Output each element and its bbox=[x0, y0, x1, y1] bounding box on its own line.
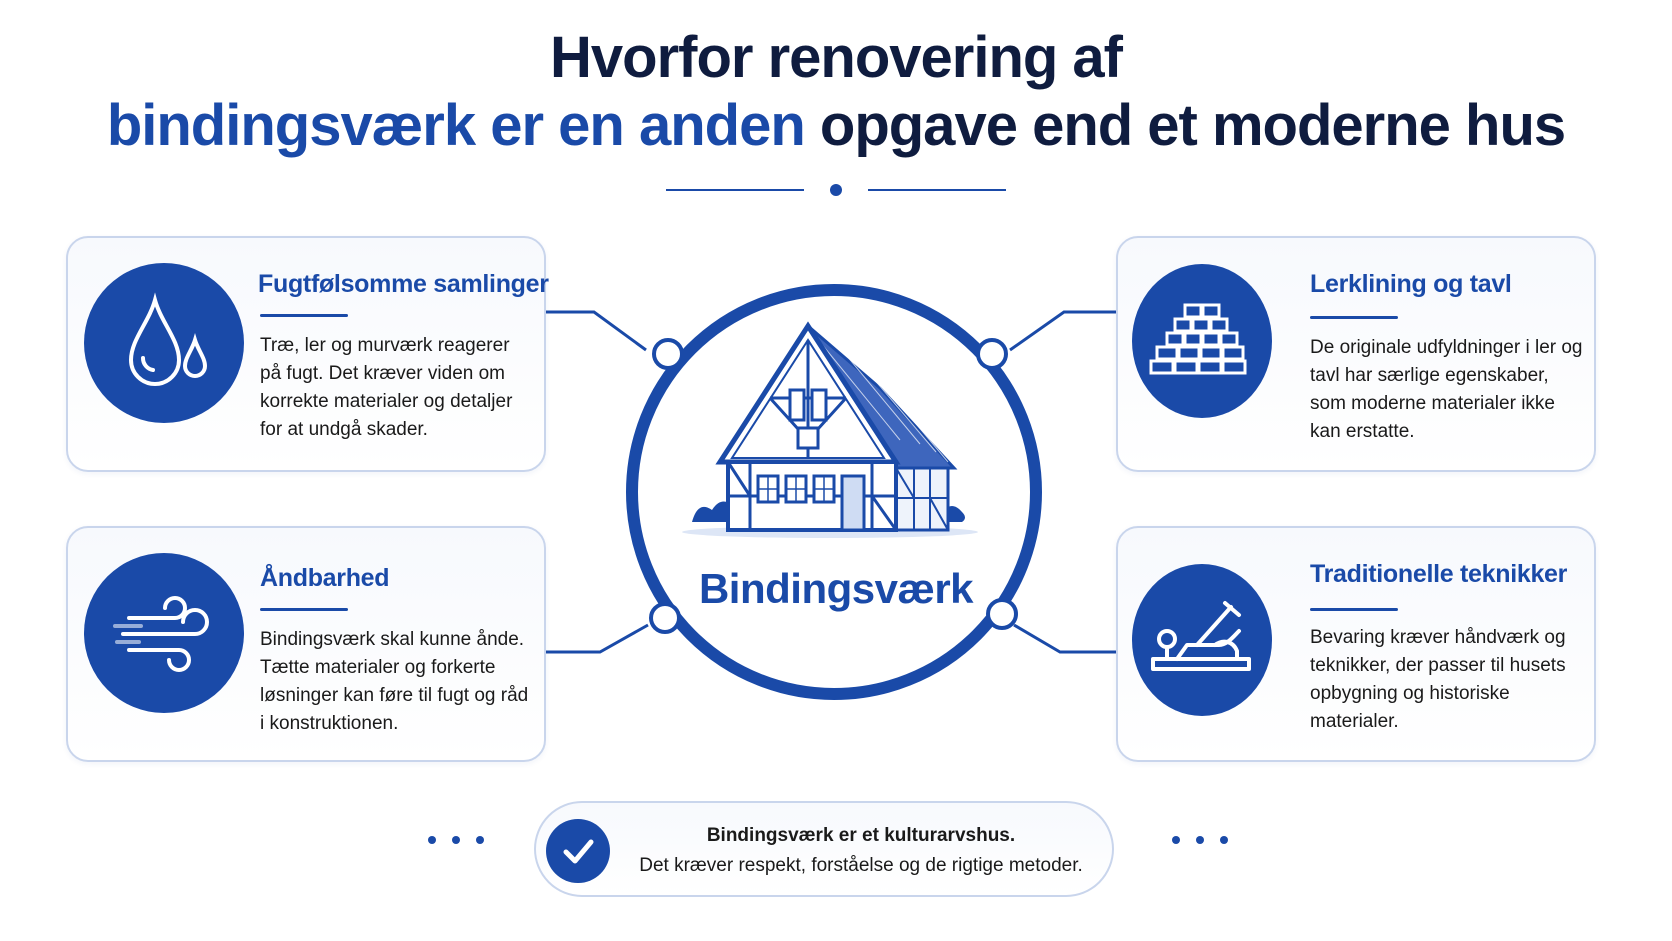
icon-circle bbox=[1132, 264, 1272, 418]
node-top-right bbox=[978, 340, 1006, 368]
center-label: Bindingsværk bbox=[698, 565, 974, 612]
connector-bottom-right bbox=[1014, 625, 1116, 652]
hand-plane-icon bbox=[1147, 595, 1257, 685]
bottom-line-1: Bindingsværk er et kulturarvshus. bbox=[706, 825, 1016, 846]
card-divider bbox=[1310, 608, 1398, 611]
connector-top-right bbox=[1010, 312, 1116, 350]
connector-top-left bbox=[546, 312, 646, 350]
title-rest: opgave end et moderne hus bbox=[804, 93, 1566, 158]
title-divider bbox=[666, 184, 1006, 196]
checkmark-icon bbox=[558, 831, 598, 871]
card-clay-wattle bbox=[1116, 236, 1596, 472]
wind-icon bbox=[109, 588, 219, 678]
card-text: Træ, ler og murværk reagerer på fugt. Det kræver viden om korrekte materialer og detaljer for at undgå skader. bbox=[260, 335, 513, 440]
card-title: Fugtfølsomme samlinger bbox=[258, 270, 549, 298]
bottom-line-2: Det kræver respekt, forståelse og de rigtige metoder. bbox=[639, 855, 1083, 876]
bricks-icon bbox=[1147, 301, 1257, 381]
card-title: Traditionelle teknikker bbox=[1310, 560, 1568, 588]
connector-bottom-left bbox=[546, 625, 648, 652]
title-accent: bindingsværk er en anden bbox=[106, 93, 805, 158]
card-divider bbox=[1310, 316, 1398, 319]
icon-circle bbox=[1132, 564, 1272, 716]
card-divider bbox=[260, 314, 348, 317]
node-top-left bbox=[654, 340, 682, 368]
card-text: Bevaring kræver håndværk og teknikker, der passer til husets opbygning og historiske materialer. bbox=[1310, 627, 1566, 732]
check-circle bbox=[546, 819, 610, 883]
card-moisture-joints bbox=[66, 236, 549, 472]
icon-circle bbox=[84, 263, 244, 423]
dots-left bbox=[428, 832, 484, 848]
icon-circle bbox=[84, 553, 244, 713]
bottom-statement bbox=[534, 801, 1114, 897]
card-breathability bbox=[66, 526, 546, 762]
card-divider bbox=[260, 608, 348, 611]
water-drops-icon bbox=[109, 288, 219, 398]
title-line-1: Hvorfor renovering af bbox=[550, 25, 1122, 90]
card-traditional-techniques bbox=[1116, 526, 1596, 762]
card-text: Bindingsværk skal kunne ånde. Tætte materialer og forkerte løsninger kan føre til fugt og råd i konstruktionen. bbox=[260, 629, 529, 734]
card-title: Åndbarhed bbox=[260, 564, 390, 592]
dots-right bbox=[1172, 832, 1228, 848]
card-title: Lerklining og tavl bbox=[1310, 270, 1512, 298]
card-text: De originale udfyldninger i ler og tavl har særlige egenskaber, som moderne materialer ikke kan erstatte. bbox=[1310, 337, 1583, 442]
